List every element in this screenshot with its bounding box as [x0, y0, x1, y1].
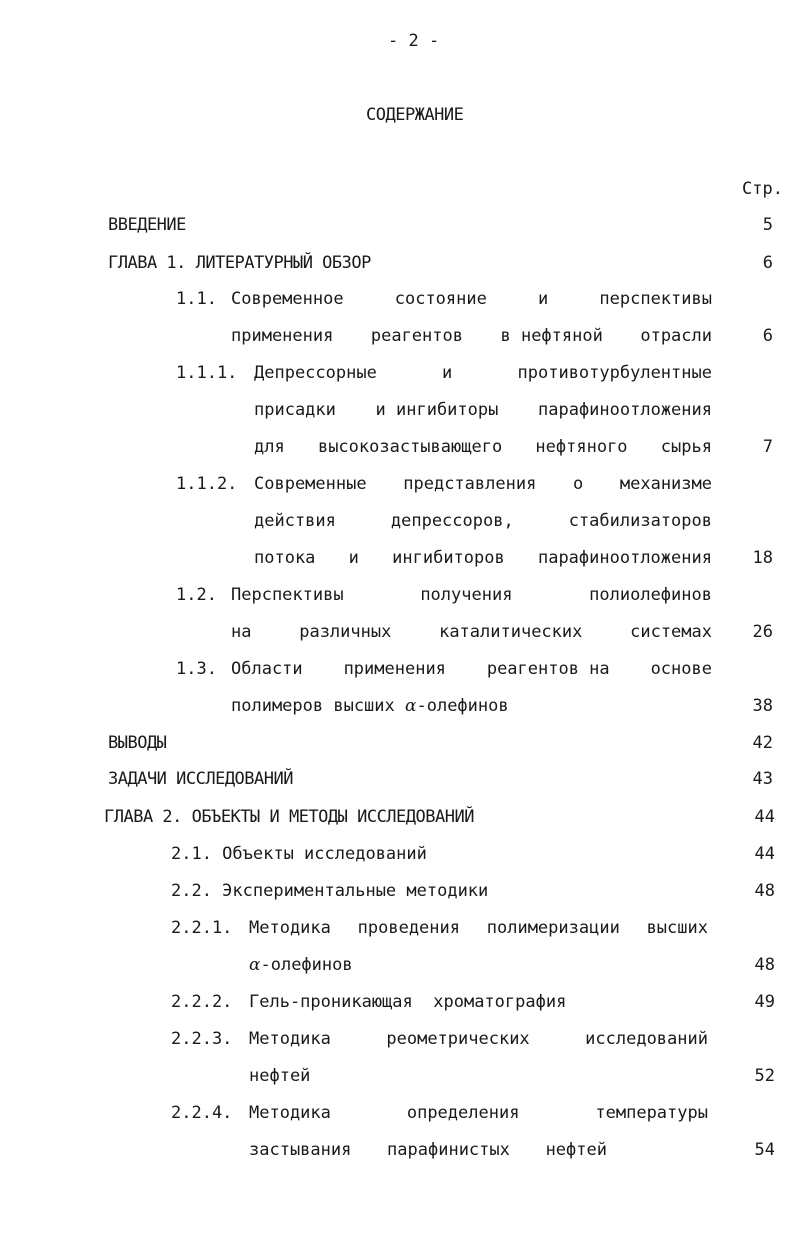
toc-entry-1-1-line-1: Современное состояние и перспективы: [231, 289, 712, 309]
toc-entry-1-3-line-1: Области применения реагентов на основе: [231, 659, 712, 679]
toc-number-1-1-2: 1.1.2.: [176, 474, 238, 494]
toc-entry-1-3-line-2: полимеров высших α-олефинов: [231, 696, 509, 716]
toc-entry-2-2: 2.2. Экспериментальные методики: [171, 881, 489, 901]
toc-number-2-2-4: 2.2.4.: [171, 1103, 233, 1123]
toc-entry-2-2-1-line-1: Методика проведения полимеризации высших: [249, 918, 708, 938]
alpha-symbol: α: [405, 696, 417, 716]
toc-entry-introduction: ВВЕДЕНИЕ: [108, 215, 186, 235]
toc-page-2-2-1: 48: [754, 955, 775, 975]
toc-page-1-1-1: 7: [762, 437, 773, 457]
toc-entry-1-1-1-line-1: Депрессорные и противотурбулентные: [254, 363, 712, 383]
toc-page-introduction: 5: [762, 215, 773, 235]
toc-entry-2-2-2: Гель-проникающая хроматография: [249, 992, 567, 1012]
toc-page-1-3: 38: [752, 696, 773, 716]
toc-entry-2-2-1-line-2: α-олефинов: [249, 955, 353, 975]
toc-entry-2-2-4-line-2: застывания парафинистых нефтей: [249, 1140, 607, 1160]
toc-number-1-1-1: 1.1.1.: [176, 363, 238, 383]
toc-entry-research-tasks: ЗАДАЧИ ИССЛЕДОВАНИЙ: [108, 769, 293, 789]
toc-page-chapter-2: 44: [754, 807, 775, 827]
toc-entry-chapter-2: ГЛАВА 2. ОБЪЕКТЫ И МЕТОДЫ ИССЛЕДОВАНИЙ: [104, 807, 474, 827]
toc-entry-1-1-line-2: применения реагентов в нефтяной отрасли: [231, 326, 712, 346]
toc-entry-2-2-3-line-2: нефтей: [249, 1066, 311, 1086]
toc-number-2-2-3: 2.2.3.: [171, 1029, 233, 1049]
toc-entry-1-1-2-line-2: действия депрессоров, стабилизаторов: [254, 511, 712, 531]
toc-entry-2-2-4-line-1: Методика определения температуры: [249, 1103, 708, 1123]
toc-number-2-2-1: 2.2.1.: [171, 918, 233, 938]
toc-page-1-1: 6: [762, 326, 773, 346]
toc-number-2-2-2: 2.2.2.: [171, 992, 233, 1012]
toc-entry-1-1-2-line-1: Современные представления о механизме: [254, 474, 712, 494]
toc-entry-1-1-1-line-2: присадки и ингибиторы парафиноотложения: [254, 400, 712, 420]
toc-page-2-2-2: 49: [754, 992, 775, 1012]
toc-entry-1-1-2-line-3: потока и ингибиторов парафиноотложения: [254, 548, 712, 568]
toc-page-2-2: 48: [754, 881, 775, 901]
toc-number-1-3: 1.3.: [176, 659, 217, 679]
toc-page-2-1: 44: [754, 844, 775, 864]
toc-page-chapter-1: 6: [762, 253, 773, 273]
toc-page-2-2-4: 54: [754, 1140, 775, 1160]
toc-entry-chapter-1: ГЛАВА 1. ЛИТЕРАТУРНЫЙ ОБЗОР: [108, 253, 371, 273]
toc-entry-1-1-1-line-3: для высокозастывающего нефтяного сырья: [254, 437, 712, 457]
toc-page-1-2: 26: [752, 622, 773, 642]
toc-number-1-2: 1.2.: [176, 585, 217, 605]
toc-page-1-1-2: 18: [752, 548, 773, 568]
toc-page-research-tasks: 43: [752, 769, 773, 789]
toc-entry-conclusions: ВЫВОДЫ: [108, 733, 167, 753]
toc-entry-2-1: 2.1. Объекты исследований: [171, 844, 427, 864]
toc-entry-1-2-line-2: на различных каталитических системах: [231, 622, 712, 642]
toc-number-1-1: 1.1.: [176, 289, 217, 309]
page-title: СОДЕРЖАНИЕ: [366, 105, 464, 125]
page-number: - 2 -: [388, 31, 440, 51]
page-column-header: Стр.: [742, 179, 783, 199]
toc-page-conclusions: 42: [752, 733, 773, 753]
toc-page-2-2-3: 52: [754, 1066, 775, 1086]
toc-entry-1-2-line-1: Перспективы получения полиолефинов: [231, 585, 712, 605]
alpha-symbol: α: [249, 955, 261, 975]
toc-entry-2-2-3-line-1: Методика реометрических исследований: [249, 1029, 708, 1049]
